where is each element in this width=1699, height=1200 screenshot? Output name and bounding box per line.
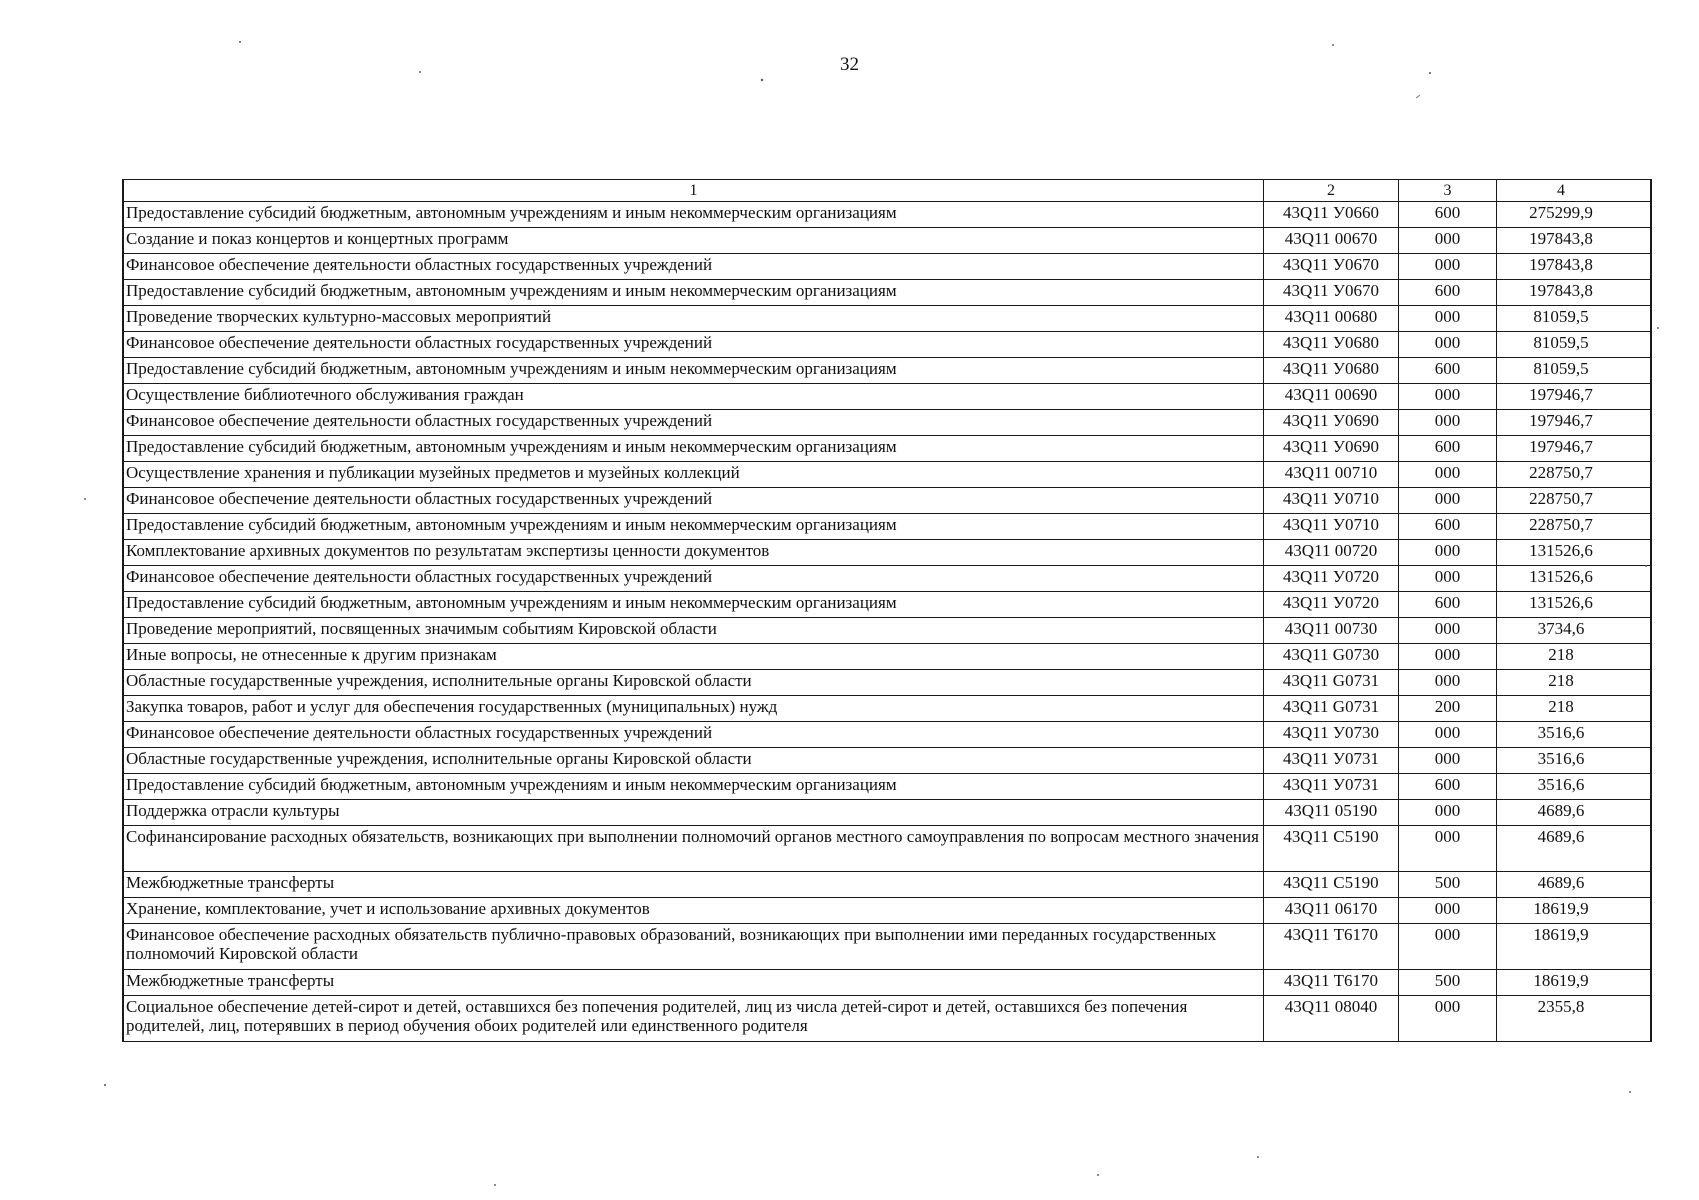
row-sum-cell: 228750,7 <box>1497 462 1652 488</box>
row-sum-cell: 197946,7 <box>1497 384 1652 410</box>
table-row <box>123 722 1651 748</box>
row-type-cell: 000 <box>1399 254 1497 280</box>
row-type-cell: 000 <box>1399 644 1497 670</box>
row-code-cell: 43Q11 У0690 <box>1264 410 1399 436</box>
table-row <box>123 410 1651 436</box>
row-type-cell: 600 <box>1399 592 1497 618</box>
row-code-cell: 43Q11 G0730 <box>1264 644 1399 670</box>
table-row <box>123 592 1651 618</box>
table-body <box>123 202 1651 1042</box>
row-name-cell: Социальное обеспечение детей-сирот и детей, оставшихся без попечения родителей, лиц из числа детей-сирот и детей, оставшихся без попечения родителей, лиц, потерявших в период обучения обоих родителей или единственного родителя <box>123 996 1264 1042</box>
row-type-cell: 000 <box>1399 540 1497 566</box>
row-name-cell: Межбюджетные трансферты <box>123 970 1264 996</box>
table-row <box>123 924 1651 970</box>
row-code-cell: 43Q11 У0660 <box>1264 202 1399 228</box>
row-code-cell: 43Q11 У0720 <box>1264 592 1399 618</box>
row-code-cell: 43Q11 C5190 <box>1264 872 1399 898</box>
row-type-cell: 000 <box>1399 670 1497 696</box>
row-type-cell: 500 <box>1399 872 1497 898</box>
row-name-cell: Предоставление субсидий бюджетным, автономным учреждениям и иным некоммерческим организациям <box>123 774 1264 800</box>
row-name-cell: Финансовое обеспечение деятельности областных государственных учреждений <box>123 722 1264 748</box>
row-type-cell: 600 <box>1399 436 1497 462</box>
row-code-cell: 43Q11 У0670 <box>1264 254 1399 280</box>
row-sum-cell: 3734,6 <box>1497 618 1652 644</box>
row-code-cell: 43Q11 05190 <box>1264 800 1399 826</box>
table-row <box>123 384 1651 410</box>
row-code-cell: 43Q11 G0731 <box>1264 670 1399 696</box>
row-type-cell: 600 <box>1399 280 1497 306</box>
row-code-cell: 43Q11 У0730 <box>1264 722 1399 748</box>
row-sum-cell: 197843,8 <box>1497 228 1652 254</box>
row-sum-cell: 228750,7 <box>1497 514 1652 540</box>
row-name-cell: Предоставление субсидий бюджетным, автономным учреждениям и иным некоммерческим организациям <box>123 592 1264 618</box>
row-type-cell: 600 <box>1399 514 1497 540</box>
row-type-cell: 000 <box>1399 384 1497 410</box>
row-sum-cell: 2355,8 <box>1497 996 1652 1042</box>
row-code-cell: 43Q11 У0710 <box>1264 514 1399 540</box>
row-name-cell: Финансовое обеспечение деятельности областных государственных учреждений <box>123 410 1264 436</box>
table-row <box>123 514 1651 540</box>
column-header-sum: 4 <box>1497 180 1652 202</box>
row-type-cell: 600 <box>1399 774 1497 800</box>
row-name-cell: Осуществление библиотечного обслуживания граждан <box>123 384 1264 410</box>
row-type-cell: 000 <box>1399 488 1497 514</box>
row-name-cell: Финансовое обеспечение деятельности областных государственных учреждений <box>123 332 1264 358</box>
row-code-cell: 43Q11 00720 <box>1264 540 1399 566</box>
row-name-cell: Областные государственные учреждения, исполнительные органы Кировской области <box>123 748 1264 774</box>
table-row <box>123 228 1651 254</box>
row-name-cell: Осуществление хранения и публикации музейных предметов и музейных коллекций <box>123 462 1264 488</box>
table-row <box>123 332 1651 358</box>
row-name-cell: Областные государственные учреждения, исполнительные органы Кировской области <box>123 670 1264 696</box>
row-type-cell: 600 <box>1399 202 1497 228</box>
row-sum-cell: 81059,5 <box>1497 306 1652 332</box>
table-row <box>123 644 1651 670</box>
column-header-code: 2 <box>1264 180 1399 202</box>
row-sum-cell: 3516,6 <box>1497 748 1652 774</box>
row-name-cell: Проведение творческих культурно-массовых мероприятий <box>123 306 1264 332</box>
row-type-cell: 000 <box>1399 462 1497 488</box>
table-row <box>123 996 1651 1042</box>
table-row <box>123 540 1651 566</box>
row-name-cell: Предоставление субсидий бюджетным, автономным учреждениям и иным некоммерческим организациям <box>123 202 1264 228</box>
row-type-cell: 000 <box>1399 748 1497 774</box>
row-code-cell: 43Q11 У0690 <box>1264 436 1399 462</box>
row-type-cell: 000 <box>1399 800 1497 826</box>
row-type-cell: 500 <box>1399 970 1497 996</box>
row-sum-cell: 131526,6 <box>1497 540 1652 566</box>
row-name-cell: Закупка товаров, работ и услуг для обеспечения государственных (муниципальных) нужд <box>123 696 1264 722</box>
column-header-type: 3 <box>1399 180 1497 202</box>
budget-table <box>122 179 1652 1042</box>
table-row <box>123 306 1651 332</box>
row-name-cell: Финансовое обеспечение расходных обязательств публично-правовых образований, возникающих при выполнении ими переданных государственных полномочий Кировской области <box>123 924 1264 970</box>
row-name-cell: Финансовое обеспечение деятельности областных государственных учреждений <box>123 254 1264 280</box>
row-code-cell: 43Q11 08040 <box>1264 996 1399 1042</box>
row-code-cell: 43Q11 У0731 <box>1264 774 1399 800</box>
row-code-cell: 43Q11 C5190 <box>1264 826 1399 872</box>
table-row <box>123 566 1651 592</box>
row-sum-cell: 197946,7 <box>1497 410 1652 436</box>
table-row <box>123 970 1651 996</box>
row-name-cell: Финансовое обеспечение деятельности областных государственных учреждений <box>123 566 1264 592</box>
row-name-cell: Предоставление субсидий бюджетным, автономным учреждениям и иным некоммерческим организациям <box>123 436 1264 462</box>
row-name-cell: Предоставление субсидий бюджетным, автономным учреждениям и иным некоммерческим организациям <box>123 514 1264 540</box>
table-row <box>123 872 1651 898</box>
row-sum-cell: 197843,8 <box>1497 254 1652 280</box>
row-sum-cell: 197946,7 <box>1497 436 1652 462</box>
table-row <box>123 462 1651 488</box>
row-sum-cell: 228750,7 <box>1497 488 1652 514</box>
row-sum-cell: 4689,6 <box>1497 872 1652 898</box>
row-type-cell: 000 <box>1399 306 1497 332</box>
row-name-cell: Хранение, комплектование, учет и использование архивных документов <box>123 898 1264 924</box>
row-sum-cell: 18619,9 <box>1497 970 1652 996</box>
row-type-cell: 000 <box>1399 228 1497 254</box>
row-name-cell: Поддержка отрасли культуры <box>123 800 1264 826</box>
row-sum-cell: 3516,6 <box>1497 722 1652 748</box>
row-sum-cell: 81059,5 <box>1497 332 1652 358</box>
row-name-cell: Софинансирование расходных обязательств, возникающих при выполнении полномочий органов местного самоуправления по вопросам местного значения <box>123 826 1264 872</box>
row-code-cell: 43Q11 00690 <box>1264 384 1399 410</box>
row-type-cell: 000 <box>1399 722 1497 748</box>
table-row <box>123 202 1651 228</box>
table-row <box>123 436 1651 462</box>
row-code-cell: 43Q11 У0680 <box>1264 358 1399 384</box>
page-number: 32 <box>840 54 859 75</box>
row-sum-cell: 131526,6 <box>1497 566 1652 592</box>
row-code-cell: 43Q11 У0670 <box>1264 280 1399 306</box>
row-code-cell: 43Q11 06170 <box>1264 898 1399 924</box>
row-code-cell: 43Q11 00680 <box>1264 306 1399 332</box>
row-type-cell: 000 <box>1399 332 1497 358</box>
row-sum-cell: 18619,9 <box>1497 924 1652 970</box>
row-type-cell: 000 <box>1399 618 1497 644</box>
row-code-cell: 43Q11 G0731 <box>1264 696 1399 722</box>
row-sum-cell: 275299,9 <box>1497 202 1652 228</box>
row-sum-cell: 218 <box>1497 644 1652 670</box>
row-name-cell: Предоставление субсидий бюджетным, автономным учреждениям и иным некоммерческим организациям <box>123 280 1264 306</box>
row-sum-cell: 197843,8 <box>1497 280 1652 306</box>
row-code-cell: 43Q11 00710 <box>1264 462 1399 488</box>
row-name-cell: Проведение мероприятий, посвященных значимым событиям Кировской области <box>123 618 1264 644</box>
row-sum-cell: 218 <box>1497 696 1652 722</box>
row-name-cell: Иные вопросы, не отнесенные к другим признакам <box>123 644 1264 670</box>
row-name-cell: Создание и показ концертов и концертных программ <box>123 228 1264 254</box>
table-row <box>123 280 1651 306</box>
table-row <box>123 748 1651 774</box>
table-header-row <box>123 180 1651 202</box>
row-code-cell: 43Q11 У0720 <box>1264 566 1399 592</box>
row-sum-cell: 131526,6 <box>1497 592 1652 618</box>
row-code-cell: 43Q11 T6170 <box>1264 924 1399 970</box>
row-type-cell: 600 <box>1399 358 1497 384</box>
row-name-cell: Межбюджетные трансферты <box>123 872 1264 898</box>
row-type-cell: 000 <box>1399 566 1497 592</box>
row-sum-cell: 3516,6 <box>1497 774 1652 800</box>
table-row <box>123 358 1651 384</box>
table-row <box>123 898 1651 924</box>
row-code-cell: 43Q11 T6170 <box>1264 970 1399 996</box>
row-code-cell: 43Q11 00730 <box>1264 618 1399 644</box>
row-type-cell: 200 <box>1399 696 1497 722</box>
row-type-cell: 000 <box>1399 898 1497 924</box>
row-name-cell: Комплектование архивных документов по результатам экспертизы ценности документов <box>123 540 1264 566</box>
row-type-cell: 000 <box>1399 410 1497 436</box>
table-row <box>123 254 1651 280</box>
row-sum-cell: 4689,6 <box>1497 826 1652 872</box>
table-row <box>123 774 1651 800</box>
table-row <box>123 696 1651 722</box>
table-row <box>123 670 1651 696</box>
row-code-cell: 43Q11 У0680 <box>1264 332 1399 358</box>
row-sum-cell: 18619,9 <box>1497 898 1652 924</box>
row-sum-cell: 81059,5 <box>1497 358 1652 384</box>
row-type-cell: 000 <box>1399 924 1497 970</box>
row-sum-cell: 218 <box>1497 670 1652 696</box>
table-row <box>123 800 1651 826</box>
table-row <box>123 488 1651 514</box>
row-code-cell: 43Q11 У0731 <box>1264 748 1399 774</box>
table-row <box>123 618 1651 644</box>
row-code-cell: 43Q11 У0710 <box>1264 488 1399 514</box>
row-code-cell: 43Q11 00670 <box>1264 228 1399 254</box>
row-type-cell: 000 <box>1399 826 1497 872</box>
table-row <box>123 826 1651 872</box>
row-name-cell: Предоставление субсидий бюджетным, автономным учреждениям и иным некоммерческим организациям <box>123 358 1264 384</box>
row-sum-cell: 4689,6 <box>1497 800 1652 826</box>
column-header-name: 1 <box>123 180 1264 202</box>
row-type-cell: 000 <box>1399 996 1497 1042</box>
row-name-cell: Финансовое обеспечение деятельности областных государственных учреждений <box>123 488 1264 514</box>
